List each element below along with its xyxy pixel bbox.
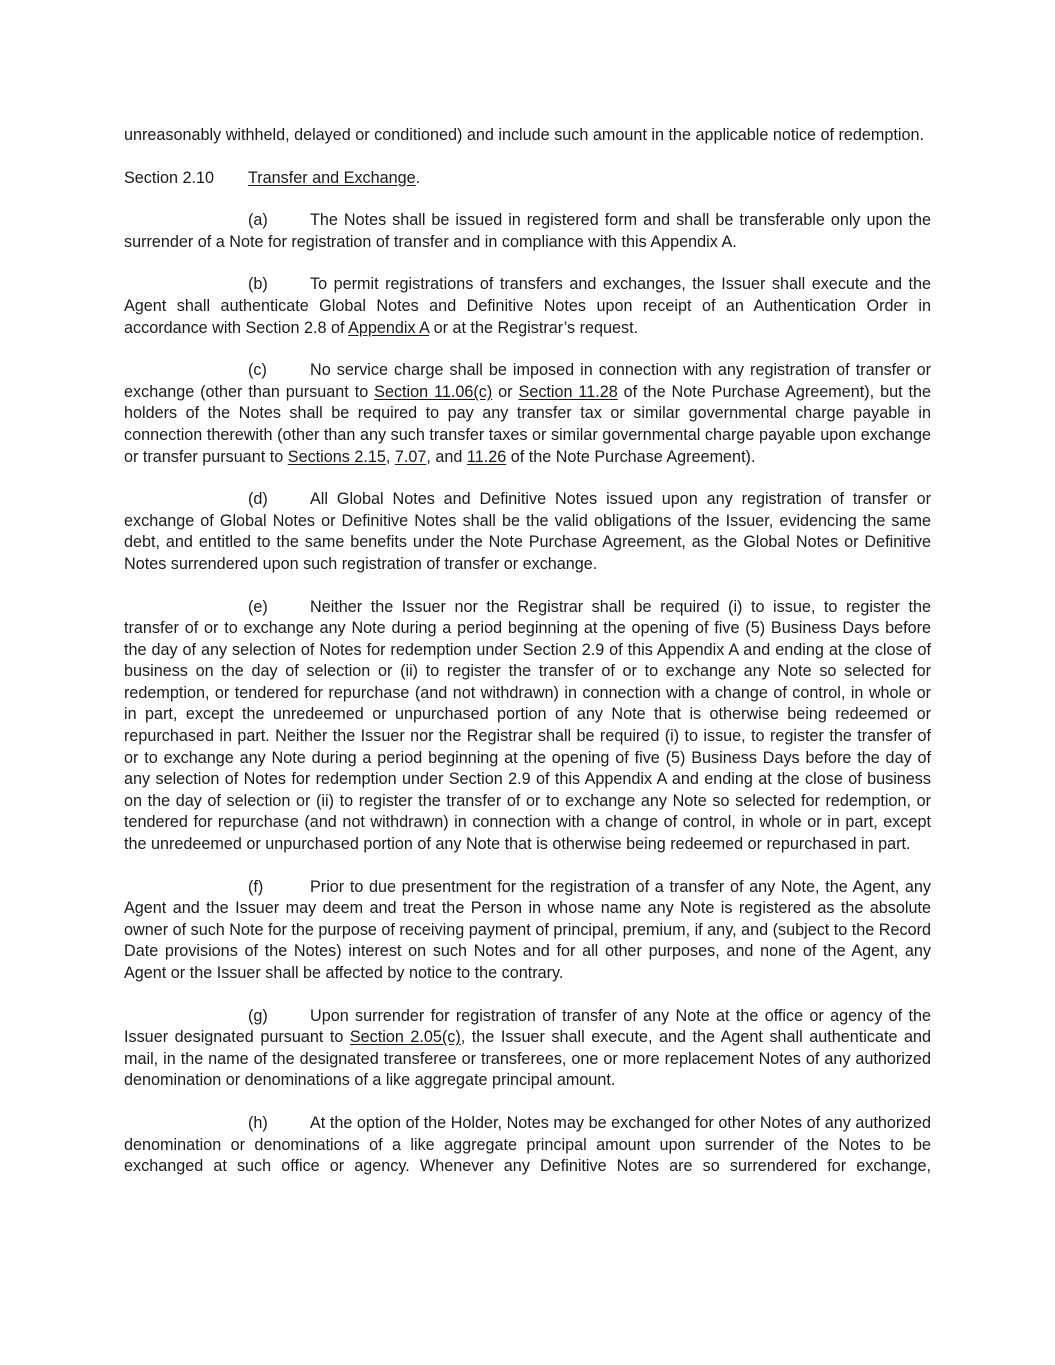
paragraph-e: [124, 597, 931, 856]
paragraph-marker: (f): [248, 877, 264, 896]
cross-reference: 7.07: [394, 447, 427, 466]
section-title-period: .: [415, 168, 421, 187]
paragraph-b: [124, 274, 931, 339]
cross-reference: Sections 2.15: [287, 447, 386, 466]
paragraph-text: All Global Notes and Definitive Notes issued upon any registration of transfer or exchange of Global Notes or Definitive Notes shall be the valid obligations of the Issuer, evidencing the same debt, and entitled to the same benefits under the Note Purchase Agreement, as the Global Notes or Definitive Notes surrendered upon such registration of transfer or exchange.: [124, 490, 931, 573]
paragraph-marker: (e): [248, 597, 268, 616]
paragraph-marker: (c): [248, 361, 267, 380]
paragraph-text: ,: [385, 447, 395, 466]
cross-reference: Appendix A: [348, 318, 430, 337]
paragraph-c: [124, 360, 931, 468]
paragraph-text: of the Note Purchase Agreement).: [506, 447, 756, 466]
paragraph-marker: (g): [248, 1006, 268, 1025]
paragraph-text: Upon surrender for registration of transfer of any Note at the office or agency of the Issuer designated pursuant to: [124, 1006, 931, 1047]
paragraph-f: [124, 877, 931, 985]
intro-paragraph: unreasonably withheld, delayed or conditioned) and include such amount in the applicable notice of redemption.: [124, 126, 925, 144]
paragraph-text: or: [492, 382, 519, 401]
paragraph-text: , and: [426, 447, 467, 466]
paragraph-text: To permit registrations of transfers and exchanges, the Issuer shall execute and the Agent shall authenticate Global Notes and Definitive Notes upon receipt of an Authentication Order in accordance with Section 2.8 of: [124, 275, 931, 337]
section-title: Transfer and Exchange: [248, 168, 416, 187]
cross-reference: Section 11.28: [518, 382, 618, 401]
paragraph-g: [124, 1006, 931, 1092]
paragraph-marker: (h): [248, 1113, 268, 1132]
paragraph-marker: (a): [248, 211, 268, 230]
paragraph-text: Prior to due presentment for the registration of a transfer of any Note, the Agent, any Agent and the Issuer may deem and treat the Person in whose name any Note is registered as the absolute owner of such Note for the purpose of receiving payment of principal, premium, if any, and (subject to the Record Date provisions of the Notes) interest on such Notes and for all other purposes, and none of the Agent, any Agent or the Issuer shall be affected by notice to the contrary.: [124, 877, 931, 982]
paragraph-d: [124, 489, 931, 575]
paragraph-text: Neither the Issuer nor the Registrar shall be required (i) to issue, to register the transfer of or to exchange any Note during a period beginning at the opening of five (5) Business Days before the day of any selection of Notes for redemption under Section 2.9 of this Appendix A and ending at the close of business on the day of selection or (ii) to register the transfer of or to exchange any Note so selected for redemption, or tendered for repurchase (and not withdrawn) in connection with a change of control, in whole or in part, except the unredeemed or unpurchased portion of any Note that is otherwise being redeemed or repurchased in part. Neither the Issuer nor the Registrar shall be required (i) to issue, to register the transfer of or to exchange any Note during a period beginning at the opening of five (5) Business Days before the day of any selection of Notes for redemption under Section 2.9 of this Appendix A and ending at the close of business on the day of selection or (ii) to register the transfer of or to exchange any Note so selected for redemption, or tendered for repurchase (and not withdrawn) in connection with a change of control, in whole or in part, except the unredeemed or unpurchased portion of any Note that is otherwise being redeemed or repurchased in part.: [124, 597, 931, 854]
paragraph-text: The Notes shall be issued in registered form and shall be transferable only upon the surrender of a Note for registration of transfer and in compliance with this Appendix A.: [124, 211, 931, 251]
paragraph-marker: (b): [248, 275, 268, 294]
paragraph-text: of the Note Purchase Agreement), but the holders of the Notes shall be required to pay any transfer tax or similar governmental charge payable in connection therewith (other than any such transfer taxes or similar governmental charge payable upon exchange or transfer pursuant to: [124, 382, 932, 466]
paragraph-text: , the Issuer shall execute, and the Agent shall authenticate and mail, in the name of the designated transferee or transferees, one or more replacement Notes of any authorized denomination or denominations of a like aggregate principal amount.: [124, 1028, 931, 1090]
cross-reference: Section 11.06(c): [374, 382, 493, 401]
cross-reference: Section 2.05(c): [349, 1028, 461, 1047]
paragraph-text: No service charge shall be imposed in connection with any registration of transfer or exchange (other than pursuant to: [124, 361, 931, 401]
cross-reference: 11.26: [466, 447, 507, 466]
section-heading: [124, 168, 931, 190]
paragraph-h: [124, 1113, 931, 1178]
paragraph-text: or at the Registrar’s request.: [429, 318, 639, 337]
paragraph-text: At the option of the Holder, Notes may be exchanged for other Notes of any authorized denomination or denominations of a like aggregate principal amount upon surrender of the Notes to be exchanged at such office or agency. Whenever any Definitive Notes are so surrendered for exchange,: [124, 1113, 931, 1176]
paragraph-a: [124, 210, 931, 253]
paragraph-marker: (d): [248, 490, 268, 509]
section-number: Section 2.10: [124, 168, 214, 187]
